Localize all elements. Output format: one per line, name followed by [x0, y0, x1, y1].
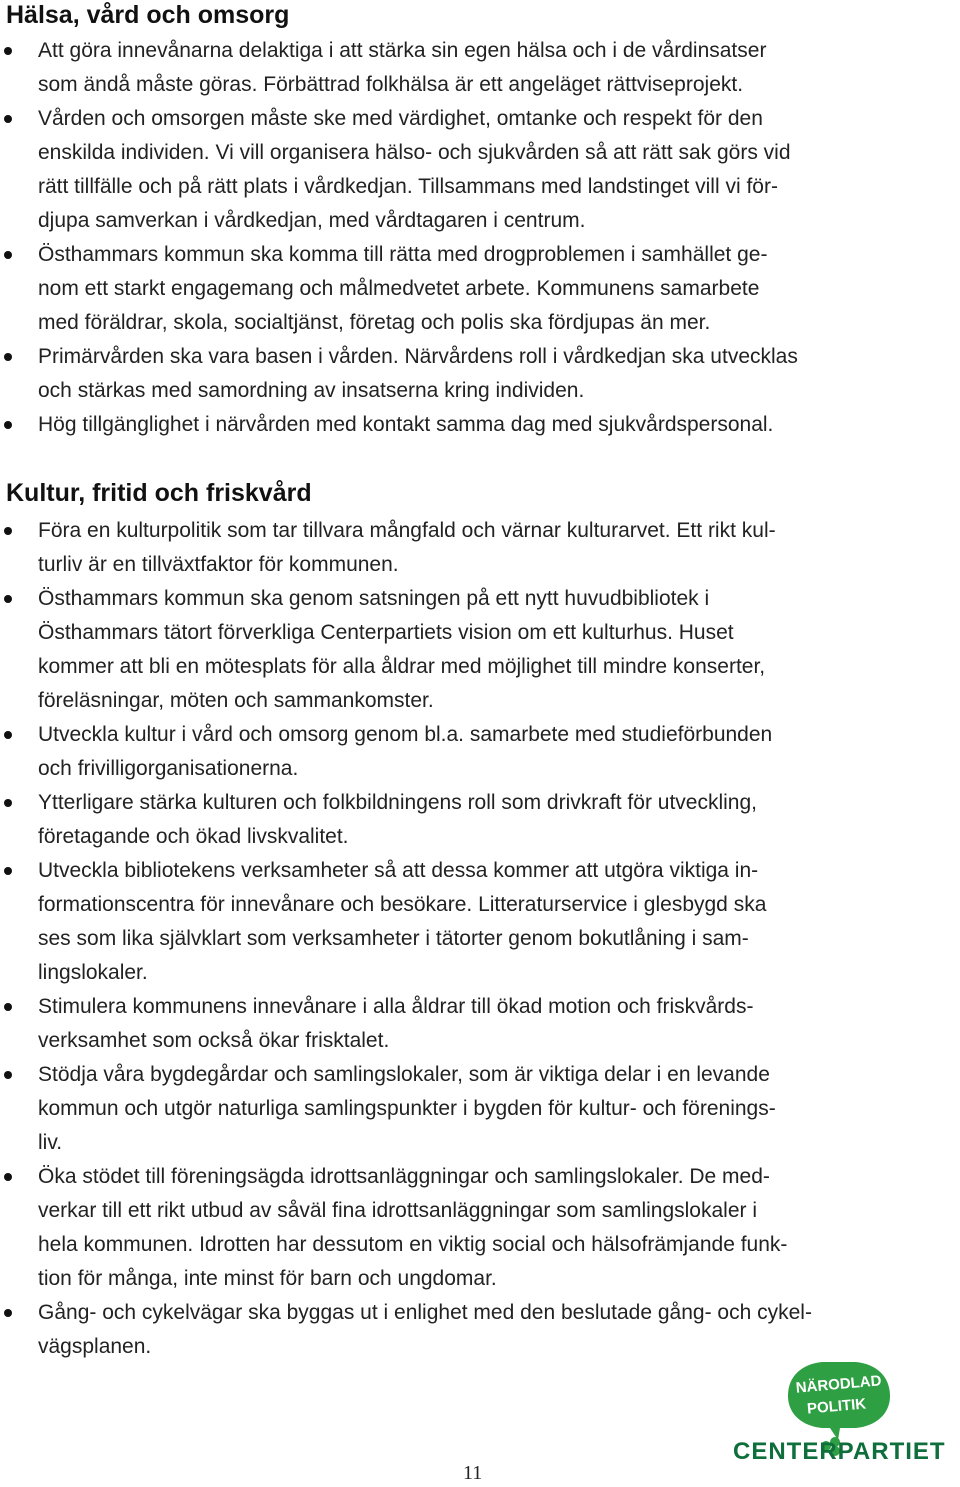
list-item: Hög tillgänglighet i närvården med kontakt samma dag med sjukvårdspersonal.	[0, 408, 950, 442]
list-item: Öka stödet till föreningsägda idrottsanläggningar och samlingslokaler. De med- verkar till ett rikt utbud av såväl fina idrottsanläggningar som samlingslokaler i hela kommunen. Idrotten har dessutom en viktig social och hälsofrämjande funk- tion för många, inte minst för barn och ungdomar.	[0, 1160, 950, 1296]
list-item: Östhammars kommun ska genom satsningen på ett nytt huvudbibliotek i Östhammars tätort förverkliga Centerpartiets vision om ett kulturhus. Huset kommer att bli en mötesplats för alla åldrar med möjlighet till mindre konserter, föreläsningar, möten och sammankomster.	[0, 582, 950, 718]
bullet-icon	[4, 1071, 12, 1079]
list-item: Att göra innevånarna delaktiga i att stärka sin egen hälsa och i de vårdinsatser som ändå måste göras. Förbättrad folkhälsa är ett angeläget rättviseprojekt.	[0, 34, 950, 102]
section-title-kultur: Kultur, fritid och friskvård	[6, 479, 312, 507]
list-item: Östhammars kommun ska komma till rätta med drogproblemen i samhället ge- nom ett starkt engagemang och målmedvetet arbete. Kommunens samarbete med föräldrar, skola, socialtjänst, företag och polis ska fördjupas än mer.	[0, 238, 950, 340]
list-item: Vården och omsorgen måste ske med värdighet, omtanke och respekt för den enskilda individen. Vi vill organisera hälso- och sjukvården så att rätt sak görs vid rätt tillfälle och på rätt plats i vårdkedjan. Tillsammans med landstinget vill vi för- djupa samverkan i vårdkedjan, med vårdtagaren i centrum.	[0, 102, 950, 238]
bullet-icon	[4, 1173, 12, 1181]
bullet-list-kultur	[0, 514, 950, 1364]
bullet-icon	[4, 867, 12, 875]
list-item: Föra en kulturpolitik som tar tillvara mångfald och värnar kulturarvet. Ett rikt kul- turliv är en tillväxtfaktor för kommunen.	[0, 514, 950, 582]
list-item: Utveckla bibliotekens verksamheter så att dessa kommer att utgöra viktiga in- formationscentra för innevånare och besökare. Litteraturservice i glesbygd ska ses som lika självklart som verksamheter i tätorter genom bokutlåning i sam- lingslokaler.	[0, 854, 950, 990]
bullet-icon	[4, 115, 12, 123]
list-item: Stödja våra bygdegårdar och samlingslokaler, som är viktiga delar i en levande kommun och utgör naturliga samlingspunkter i bygden för kultur- och förenings- liv.	[0, 1058, 950, 1160]
bullet-icon	[4, 353, 12, 361]
page-number: 11	[463, 1462, 483, 1484]
section-title-halsa: Hälsa, vård och omsorg	[6, 1, 290, 29]
bullet-icon	[4, 595, 12, 603]
bullet-icon	[4, 527, 12, 535]
list-item: Gång- och cykelvägar ska byggas ut i enlighet med den beslutade gång- och cykel- vägsplanen.	[0, 1296, 950, 1364]
centerpartiet-wordmark: CENTERPARTIET	[733, 1438, 946, 1465]
badge-text-1: NÄRODLAD	[795, 1372, 883, 1397]
list-item: Primärvården ska vara basen i vården. Närvårdens roll i vårdkedjan ska utvecklas och stärkas med samordning av insatserna kring individen.	[0, 340, 950, 408]
bullet-icon	[4, 731, 12, 739]
bullet-icon	[4, 47, 12, 55]
list-item: Ytterligare stärka kulturen och folkbildningens roll som drivkraft för utveckling, företagande och ökad livskvalitet.	[0, 786, 950, 854]
bullet-icon	[4, 421, 12, 429]
list-item: Stimulera kommunens innevånare i alla åldrar till ökad motion och friskvårds- verksamhet som också ökar frisktalet.	[0, 990, 950, 1058]
bullet-icon	[4, 1003, 12, 1011]
list-item: Utveckla kultur i vård och omsorg genom bl.a. samarbete med studieförbunden och frivilligorganisationerna.	[0, 718, 950, 786]
badge-text-2: POLITIK	[806, 1395, 867, 1418]
bullet-icon	[4, 1309, 12, 1317]
bullet-icon	[4, 799, 12, 807]
bullet-icon	[4, 251, 12, 259]
bullet-list-halsa	[0, 34, 950, 442]
